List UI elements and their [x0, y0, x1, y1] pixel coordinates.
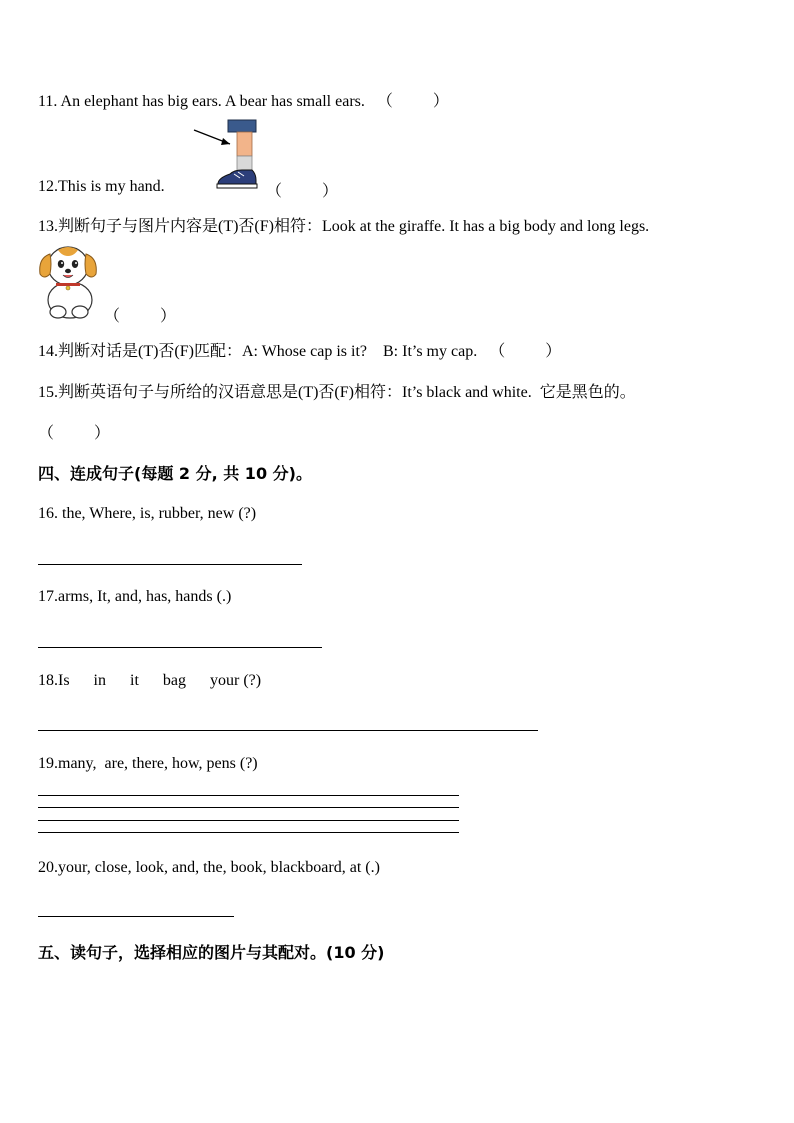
- puppy-icon: [36, 240, 102, 320]
- question-number: 20: [38, 859, 54, 876]
- question-text: . An elephant has big ears. A bear has small ears.: [53, 93, 365, 110]
- question-19: [38, 755, 258, 773]
- answer-line-17[interactable]: [38, 647, 322, 648]
- question-number: 19: [38, 755, 54, 772]
- answer-line-16[interactable]: [38, 564, 302, 565]
- section-4-heading: 四、连成句子(每题 2 分, 共 10 分)。: [38, 464, 312, 483]
- answer-blank-12[interactable]: （ ）: [266, 183, 339, 200]
- question-text: .判断句子与图片内容是(T)否(F)相符：Look at the giraffe. It has a big body and long legs.: [54, 218, 650, 235]
- answer-line-19c[interactable]: [38, 820, 459, 821]
- question-number: 18: [38, 672, 54, 689]
- question-text: .many, are, there, how, pens (?): [54, 755, 258, 772]
- answer-blank-13[interactable]: （ ）: [104, 308, 177, 325]
- answer-line-19b[interactable]: [38, 807, 459, 808]
- section-5-heading: 五、读句子，选择相应的图片与其配对。(10 分): [38, 943, 385, 962]
- question-14: [38, 338, 561, 361]
- answer-line-18[interactable]: [38, 730, 538, 731]
- answer-blank-15[interactable]: （ ）: [38, 425, 111, 442]
- answer-blank[interactable]: （ ）: [376, 93, 449, 110]
- leg-with-shoe-icon: [190, 118, 270, 194]
- question-11: [38, 88, 449, 111]
- answer-line-19a[interactable]: [38, 795, 459, 796]
- question-text: .arms, It, and, has, hands (.): [54, 588, 232, 605]
- question-text: .判断对话是(T)否(F)匹配：A: Whose cap is it? B: It’s my cap.: [54, 343, 478, 360]
- answer-line-19d[interactable]: [38, 832, 459, 833]
- question-number: 15: [38, 384, 54, 401]
- question-number: 17: [38, 588, 54, 605]
- question-text: . the, Where, is, rubber, new (?): [54, 505, 257, 522]
- question-17: [38, 588, 231, 606]
- question-16: [38, 505, 256, 523]
- question-12: [38, 178, 165, 196]
- question-text: .Is in it bag your (?): [54, 672, 262, 689]
- question-number: 12: [38, 178, 54, 195]
- question-13: [38, 213, 649, 236]
- question-text: .This is my hand.: [54, 178, 165, 195]
- question-number: 16: [38, 505, 54, 522]
- question-20: [38, 859, 380, 877]
- question-18: [38, 672, 261, 690]
- question-number: 14: [38, 343, 54, 360]
- answer-blank[interactable]: （ ）: [489, 343, 562, 360]
- question-text: .判断英语句子与所给的汉语意思是(T)否(F)相符：It’s black and white. 它是黑色的。: [54, 384, 636, 401]
- question-number: 11: [38, 93, 54, 110]
- question-15: [38, 379, 636, 402]
- question-text: .your, close, look, and, the, book, blackboard, at (.): [54, 859, 380, 876]
- answer-line-20[interactable]: [38, 916, 234, 917]
- question-number: 13: [38, 218, 54, 235]
